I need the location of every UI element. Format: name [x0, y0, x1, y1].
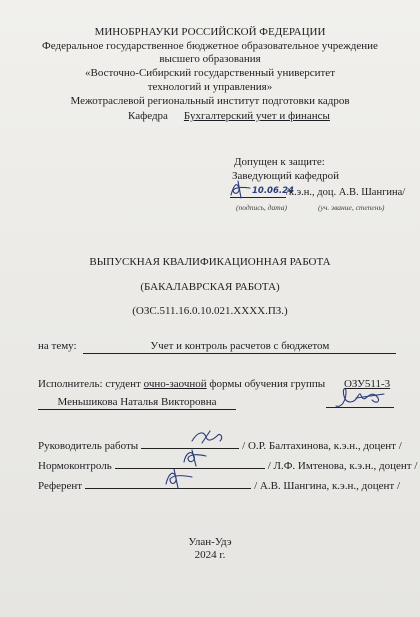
normcontrol-row: [38, 457, 417, 473]
work-subtype-title: (БАКАЛАВРСКАЯ РАБОТА): [140, 281, 280, 293]
head-name: /к.э.н., доц. А.В. Шангина/: [286, 187, 406, 198]
supervisor-name: / О.Р. Балтахинова, к.э.н., доцент /: [242, 440, 402, 452]
department-label: Кафедра: [128, 110, 168, 122]
university-line-1: «Восточно-Сибирский государственный университет: [85, 67, 335, 79]
referent-signature: [162, 466, 198, 490]
group-number: ОЗУ511-3: [343, 378, 391, 390]
department-name: Бухгалтерский учет и финансы: [183, 110, 330, 122]
supervisor-signature: [188, 427, 228, 447]
topic-value: Учет и контроль расчетов с бюджетом: [83, 340, 396, 354]
work-type-title: ВЫПУСКНАЯ КВАЛИФИКАЦИОННАЯ РАБОТА: [89, 256, 331, 268]
year: 2024 г.: [194, 549, 226, 561]
performer-name: Меньшикова Наталья Викторовна: [38, 396, 236, 410]
institute-name: Межотраслевой региональный институт подготовки кадров: [70, 95, 350, 107]
normcontrol-name: / Л.Ф. Имтенова, к.э.н., доцент /: [267, 460, 418, 472]
referent-name: / А.В. Шангина, к.э.н., доцент /: [254, 480, 401, 492]
signature-date: 10.06.24: [252, 186, 294, 196]
university-line-2: технологий и управления»: [147, 81, 273, 93]
institution-line-1: Федеральное государственное бюджетное образовательное учреждение: [42, 40, 378, 52]
caption-degree: (уч. звание, степень): [318, 203, 385, 212]
city: Улан-Удэ: [188, 536, 232, 548]
work-code: (ОЗС.511.16.0.10.021.ХХХХ.ПЗ.): [132, 305, 288, 317]
admitted-label: Допущен к защите:: [234, 156, 325, 168]
referent-label: Референт: [38, 480, 83, 492]
institution-line-2: высшего образования: [159, 53, 261, 65]
ministry-name: МИНОБРНАУКИ РОССИЙСКОЙ ФЕДЕРАЦИИ: [94, 26, 326, 38]
performer-label-start: Исполнитель: студент: [38, 378, 141, 390]
performer-signature: [332, 384, 392, 412]
supervisor-label: Руководитель работы: [38, 440, 139, 452]
referent-row: [38, 477, 400, 493]
performer-name-line: [38, 396, 236, 410]
normcontrol-signature: [178, 446, 214, 468]
performer-label-end: формы обучения группы: [209, 378, 326, 390]
department-line: [128, 110, 330, 123]
study-form: очно-заочной: [143, 378, 207, 390]
head-of-department-label: Заведующий кафедрой: [232, 170, 339, 182]
normcontrol-label: Нормоконтроль: [38, 460, 112, 472]
topic-label: на тему:: [38, 340, 77, 352]
caption-signature-date: (подпись, дата): [236, 203, 287, 212]
topic-line: [38, 340, 396, 354]
